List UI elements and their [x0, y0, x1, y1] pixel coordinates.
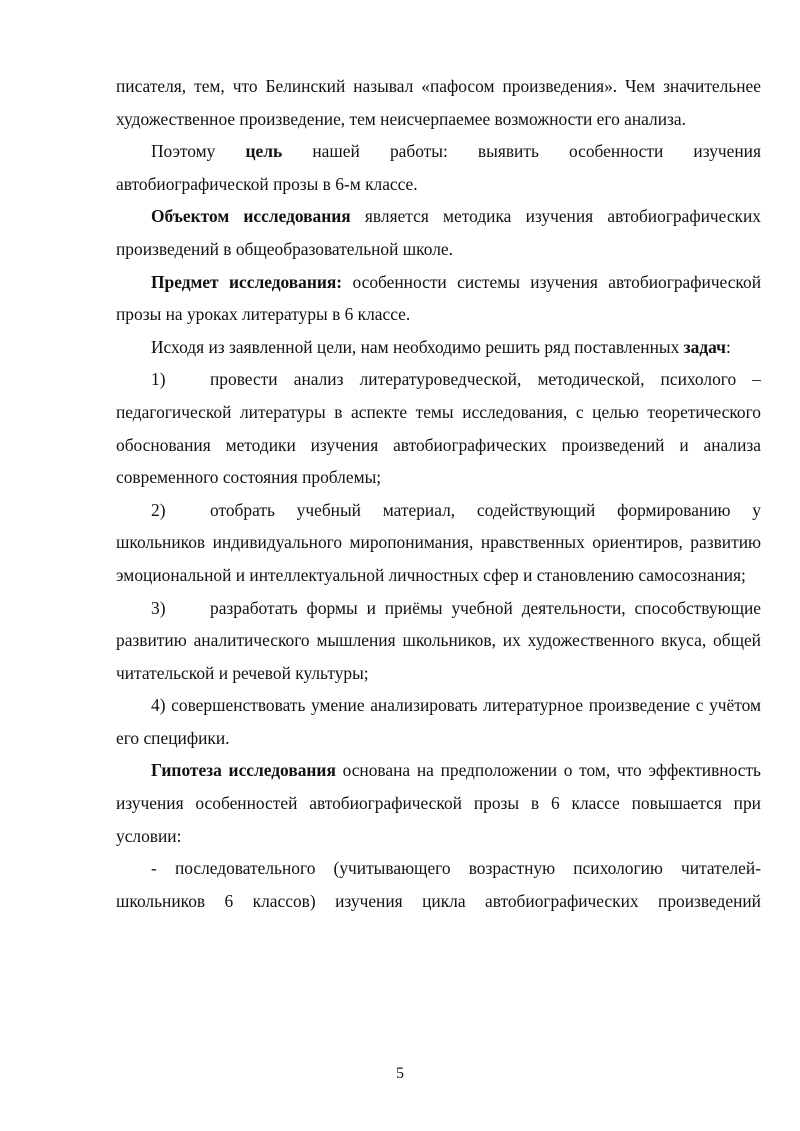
paragraph-intro: писателя, тем, что Белинский называл «пафосом произведения». Чем значительнее художественное произведение, тем неисчерпаемее возможности его анализа.	[116, 76, 761, 129]
paragraph-hypothesis	[116, 754, 761, 852]
goal-text-post: нашей работы: выявить особенности изучения автобиографической прозы в 6-м классе.	[116, 141, 761, 194]
task-item-1	[116, 363, 761, 493]
paragraph-goal	[116, 135, 761, 200]
tasks-bold-term: задач	[683, 336, 726, 357]
page-number: 5	[396, 1065, 404, 1082]
tasks-intro-colon: :	[725, 336, 731, 357]
task-number: 1)	[151, 369, 166, 390]
task-number: 3)	[151, 597, 166, 618]
goal-text-pre: Поэтому	[151, 141, 246, 162]
paragraph-tasks-intro	[116, 331, 761, 364]
task-text: совершенствовать умение анализировать литературное произведение с учётом его специфики.	[116, 695, 761, 748]
task-text: разработать формы и приёмы учебной деятельности, способствующие развитию аналитического мышления школьников, их художественного вкуса, общей читательской и речевой культуры;	[116, 597, 761, 683]
paragraph-subject	[116, 266, 761, 331]
task-item-4	[116, 689, 761, 754]
subject-text: особенности системы изучения автобиографической прозы на уроках литературы в 6 классе.	[116, 271, 762, 325]
subject-bold-term: Предмет исследования:	[151, 271, 343, 292]
hypothesis-bold-term: Гипотеза исследования	[151, 760, 336, 781]
object-text: является методика изучения автобиографических произведений в общеобразовательной школе.	[116, 206, 761, 259]
paragraph-object	[116, 200, 761, 265]
task-number: 2)	[151, 499, 166, 520]
task-text: провести анализ литературоведческой, методической, психолого – педагогической литературы в аспекте темы исследования, с целью теоретического обоснования методики изучения автобиографических произведений и анализа современного состояния проблемы;	[116, 369, 761, 488]
paragraph-hypothesis-bullet: - последовательного (учитывающего возрастную психологию читателей-школьников 6 классов) изучения цикла автобиографических произведений	[116, 858, 761, 911]
task-text: отобрать учебный материал, содействующий формированию у школьников индивидуального миропонимания, нравственных ориентиров, развитию эмоциональной и интеллектуальной личностных сфер и становлению самосознания;	[116, 499, 761, 585]
goal-bold-term: цель	[245, 141, 283, 162]
task-item-2	[116, 494, 761, 592]
object-bold-term: Объектом исследования	[151, 206, 351, 227]
tasks-intro-text: Исходя из заявленной цели, нам необходимо решить ряд поставленных	[151, 336, 684, 357]
task-item-3	[116, 592, 761, 690]
hypothesis-text: основана на предположении о том, что эффективность изучения особенностей автобиографической прозы в 6 классе повышается при условии:	[116, 760, 761, 846]
document-page	[116, 70, 761, 917]
task-number: 4)	[151, 695, 166, 716]
